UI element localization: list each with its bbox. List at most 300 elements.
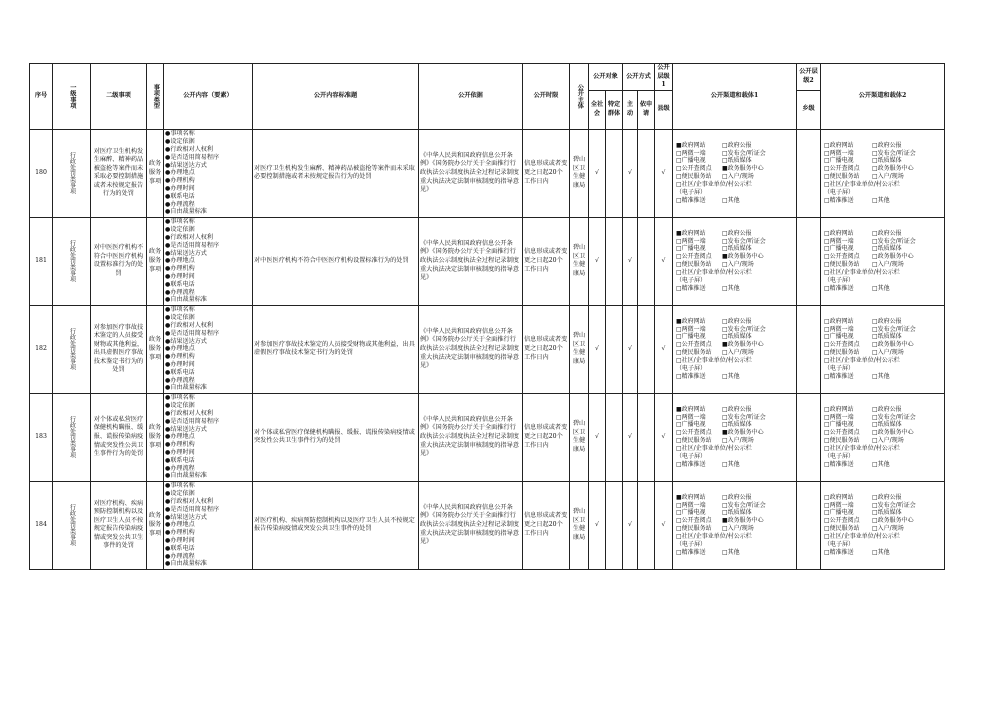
element-item: ●行政相对人权利 bbox=[165, 321, 213, 329]
channel-option: □社区/企事业单位/村公示栏 bbox=[824, 533, 900, 541]
row-cat1: 行政处罚类事项 bbox=[53, 305, 91, 393]
channel-option: □两微一端 bbox=[676, 237, 706, 245]
channel-option: □其他 bbox=[722, 285, 740, 292]
row-level2-town bbox=[797, 129, 821, 217]
row-std: 对医疗机构、疾病预防控制机构以及医疗卫生人员不按规定报告传染病疫情或突发公共卫生事件的处罚 bbox=[253, 481, 419, 569]
header-target-specific: 特定群体 bbox=[606, 90, 623, 129]
row-target-all: √ bbox=[589, 481, 606, 569]
channel-option: □两微一端 bbox=[824, 149, 854, 157]
row-level1-county: √ bbox=[655, 217, 673, 305]
channel-option: □纸质媒体 bbox=[722, 245, 752, 253]
channel-option: □其他 bbox=[872, 197, 890, 204]
row-std: 对医疗卫生机构发生麻醉、精神药品被盗抢等案件而未采取必要控制措施或者未按规定报告行为的处罚 bbox=[253, 129, 419, 217]
header-level1: 公开层级1 bbox=[655, 64, 673, 91]
channel-option: □社区/企事业单位/村公示栏 bbox=[824, 269, 900, 277]
row-channel1 bbox=[673, 129, 797, 217]
row-basis: 《中华人民共和国政府信息公开条例》《国务院办公厅关于全面推行行政执法公示制度执法全过程记录制度重大执法决定法制审核制度的指导意见》 bbox=[419, 481, 523, 569]
element-item: ●设定依据 bbox=[165, 226, 195, 234]
channel-option: □精准推送 bbox=[824, 285, 854, 292]
channel-option: □便民服务站 bbox=[824, 437, 860, 445]
channel-option: □入户/现场 bbox=[872, 261, 904, 269]
header-channel1: 公开渠道和载体1 bbox=[673, 64, 797, 130]
row-target-specific bbox=[606, 481, 623, 569]
channel-option: （电子屏） bbox=[824, 277, 855, 285]
row-elements bbox=[164, 129, 253, 217]
header-subject: 公开主体 bbox=[570, 64, 589, 130]
channel-option: ■政府网站 bbox=[676, 141, 706, 149]
row-method-apply bbox=[638, 129, 655, 217]
channel-option: □其他 bbox=[872, 285, 890, 292]
row-basis: 《中华人民共和国政府信息公开条例》《国务院办公厅关于全面推行行政执法公示制度执法全过程记录制度重大执法决定法制审核制度的指导意见》 bbox=[419, 217, 523, 305]
channel-option: □公开查阅点 bbox=[676, 517, 712, 525]
channel-option: □便民服务站 bbox=[824, 261, 860, 269]
channel-option: □政府公报 bbox=[872, 317, 902, 325]
header-type: 事项类型 bbox=[147, 64, 164, 130]
channel-option: □政务服务中心 bbox=[872, 429, 914, 437]
element-item: ●是否适用简易程序 bbox=[165, 153, 220, 161]
element-item: ●联系电话 bbox=[165, 456, 195, 464]
element-item: ●办理地点 bbox=[165, 257, 195, 265]
element-item: ●办理机构 bbox=[165, 441, 195, 449]
header-seq: 序号 bbox=[30, 64, 53, 130]
channel-option: □政府网站 bbox=[824, 405, 854, 413]
channel-option: □两微一端 bbox=[824, 413, 854, 421]
row-method-active: √ bbox=[623, 393, 638, 481]
header-period: 公开时限 bbox=[523, 64, 570, 130]
channel-option: □广播电视 bbox=[676, 245, 706, 253]
row-target-specific bbox=[606, 217, 623, 305]
channel-option: □政府公报 bbox=[722, 141, 752, 149]
element-item: ●行政相对人权利 bbox=[165, 233, 213, 241]
channel-option: ■政务服务中心 bbox=[722, 517, 764, 525]
row-cat2: 对医疗机构、疾病预防控制机构以及医疗卫生人员不按规定报告传染病疫情或突发公共卫生事件的处罚 bbox=[91, 481, 147, 569]
row-method-apply bbox=[638, 481, 655, 569]
element-item: ●办理机构 bbox=[165, 265, 195, 273]
element-item: ●办理时间 bbox=[165, 448, 195, 456]
element-item: ●办理地点 bbox=[165, 521, 195, 529]
element-item: ●办理流程 bbox=[165, 200, 195, 208]
element-item: ●自由裁量标准 bbox=[165, 560, 207, 568]
channel-option: □发布会/听证会 bbox=[722, 325, 766, 333]
row-type: 政务服务事项 bbox=[147, 393, 164, 481]
channel-option: □政务服务中心 bbox=[872, 341, 914, 349]
header-level2-town: 乡级 bbox=[797, 90, 821, 129]
element-item: ●办理时间 bbox=[165, 184, 195, 192]
channel-option: ■政务服务中心 bbox=[722, 341, 764, 349]
row-basis: 《中华人民共和国政府信息公开条例》《国务院办公厅关于全面推行行政执法公示制度执法全过程记录制度重大执法决定法制审核制度的指导意见》 bbox=[419, 129, 523, 217]
channel-option: □政府公报 bbox=[872, 229, 902, 237]
row-method-apply bbox=[638, 217, 655, 305]
row-seq: 184 bbox=[30, 481, 53, 569]
element-item: ●设定依据 bbox=[165, 138, 195, 146]
channel-option: □社区/企事业单位/村公示栏 bbox=[824, 357, 900, 365]
header-std: 公开内容标准题 bbox=[253, 64, 419, 130]
row-cat1: 行政处罚类事项 bbox=[53, 217, 91, 305]
element-item: ●办理机构 bbox=[165, 177, 195, 185]
channel-option: ■政府网站 bbox=[676, 229, 706, 237]
header-cat2: 二级事项 bbox=[91, 64, 147, 130]
header-method-apply: 依申请 bbox=[638, 90, 655, 129]
element-item: ●办理流程 bbox=[165, 464, 195, 472]
element-item: ●联系电话 bbox=[165, 544, 195, 552]
row-seq: 183 bbox=[30, 393, 53, 481]
channel-option: （电子屏） bbox=[824, 189, 855, 197]
row-basis: 《中华人民共和国政府信息公开条例》《国务院办公厅关于全面推行行政执法公示制度执法全过程记录制度重大执法决定法制审核制度的指导意见》 bbox=[419, 393, 523, 481]
channel-option: □入户/现场 bbox=[722, 261, 754, 269]
channel-option: □便民服务站 bbox=[824, 173, 860, 181]
row-std: 对个体或私营医疗保健机构瞒报、缓报、谎报传染病疫情或突发性公共卫生事件行为的处罚 bbox=[253, 393, 419, 481]
channel-option: □精准推送 bbox=[824, 549, 854, 556]
row-period: 信息形成或者变更之日起20个工作日内 bbox=[523, 129, 570, 217]
element-item: ●办理流程 bbox=[165, 552, 195, 560]
channel-option: □精准推送 bbox=[676, 373, 706, 380]
row-seq: 182 bbox=[30, 305, 53, 393]
row-period: 信息形成或者变更之日起20个工作日内 bbox=[523, 481, 570, 569]
channel-option: □两微一端 bbox=[824, 325, 854, 333]
channel-option: □社区/企事业单位/村公示栏 bbox=[676, 445, 752, 453]
channel-option: □社区/企事业单位/村公示栏 bbox=[676, 269, 752, 277]
row-channel1 bbox=[673, 305, 797, 393]
channel-option: □纸质媒体 bbox=[722, 157, 752, 165]
row-target-all: √ bbox=[589, 305, 606, 393]
channel-option: □其他 bbox=[872, 373, 890, 380]
element-item: ●办理时间 bbox=[165, 536, 195, 544]
channel-option: □政府网站 bbox=[824, 493, 854, 501]
row-channel2 bbox=[821, 129, 945, 217]
channel-option: □其他 bbox=[872, 549, 890, 556]
channel-option: □两微一端 bbox=[824, 501, 854, 509]
row-subject: 碧山区卫生健康局 bbox=[570, 305, 589, 393]
channel-option: ■政务服务中心 bbox=[722, 253, 764, 261]
channel-option: □入户/现场 bbox=[722, 349, 754, 357]
row-method-active: √ bbox=[623, 481, 638, 569]
channel-option: □入户/现场 bbox=[872, 349, 904, 357]
row-level1-county: √ bbox=[655, 129, 673, 217]
channel-option: □政务服务中心 bbox=[872, 165, 914, 173]
channel-option: □发布会/听证会 bbox=[872, 237, 916, 245]
channel-option: □精准推送 bbox=[824, 373, 854, 380]
row-method-active: √ bbox=[623, 217, 638, 305]
row-level2-town bbox=[797, 481, 821, 569]
channel-option: ■政府网站 bbox=[676, 317, 706, 325]
channel-option: □便民服务站 bbox=[676, 525, 712, 533]
element-item: ●办理时间 bbox=[165, 272, 195, 280]
channel-option: □公开查阅点 bbox=[824, 341, 860, 349]
element-item: ●办理流程 bbox=[165, 288, 195, 296]
header-basis: 公开依据 bbox=[419, 64, 523, 130]
channel-option: □纸质媒体 bbox=[872, 157, 902, 165]
row-method-active: √ bbox=[623, 129, 638, 217]
element-item: ●自由裁量标准 bbox=[165, 384, 207, 392]
row-channel1 bbox=[673, 393, 797, 481]
element-item: ●联系电话 bbox=[165, 368, 195, 376]
element-item: ●结果送达方式 bbox=[165, 337, 207, 345]
element-item: ●行政相对人权利 bbox=[165, 145, 213, 153]
element-item: ●事项名称 bbox=[165, 482, 195, 490]
table-row bbox=[30, 393, 945, 481]
channel-option: □广播电视 bbox=[676, 333, 706, 341]
channel-option: □两微一端 bbox=[824, 237, 854, 245]
channel-option: □社区/企事业单位/村公示栏 bbox=[676, 533, 752, 541]
channel-option: □广播电视 bbox=[824, 333, 854, 341]
header-level2: 公开层级2 bbox=[797, 64, 821, 91]
channel-option: □纸质媒体 bbox=[872, 245, 902, 253]
element-item: ●设定依据 bbox=[165, 402, 195, 410]
channel-option: □广播电视 bbox=[824, 509, 854, 517]
channel-option: □其他 bbox=[722, 197, 740, 204]
channel-option: （电子屏） bbox=[824, 541, 855, 549]
channel-option: □政府网站 bbox=[824, 317, 854, 325]
channel-option: □其他 bbox=[722, 373, 740, 380]
row-target-all: √ bbox=[589, 217, 606, 305]
element-item: ●办理地点 bbox=[165, 345, 195, 353]
header-level1-county: 县级 bbox=[655, 90, 673, 129]
channel-option: □政府网站 bbox=[824, 141, 854, 149]
channel-option: □广播电视 bbox=[824, 245, 854, 253]
row-type: 政务服务事项 bbox=[147, 305, 164, 393]
channel-option: □两微一端 bbox=[676, 413, 706, 421]
element-item: ●办理地点 bbox=[165, 169, 195, 177]
row-target-all: √ bbox=[589, 129, 606, 217]
row-channel1 bbox=[673, 217, 797, 305]
channel-option: □社区/企事业单位/村公示栏 bbox=[824, 181, 900, 189]
channel-option: □入户/现场 bbox=[872, 525, 904, 533]
header-method: 公开方式 bbox=[623, 64, 655, 91]
channel-option: □其他 bbox=[872, 461, 890, 468]
channel-option: □其他 bbox=[722, 549, 740, 556]
channel-option: □便民服务站 bbox=[676, 261, 712, 269]
channel-option: □广播电视 bbox=[824, 157, 854, 165]
channel-option: □社区/企事业单位/村公示栏 bbox=[676, 357, 752, 365]
element-item: ●是否适用简易程序 bbox=[165, 329, 220, 337]
row-std: 对参加医疗事故技术鉴定的人员接受财物或其他利益，出具虚假医疗事故技术鉴定书行为的处罚 bbox=[253, 305, 419, 393]
channel-option: □政府公报 bbox=[722, 405, 752, 413]
row-subject: 碧山区卫生健康局 bbox=[570, 393, 589, 481]
channel-option: □广播电视 bbox=[824, 421, 854, 429]
element-item: ●是否适用简易程序 bbox=[165, 241, 220, 249]
channel-option: □发布会/听证会 bbox=[872, 413, 916, 421]
channel-option: □政府公报 bbox=[722, 317, 752, 325]
channel-option: □广播电视 bbox=[676, 421, 706, 429]
channel-option: （电子屏） bbox=[676, 277, 707, 285]
channel-option: □公开查阅点 bbox=[676, 429, 712, 437]
element-item: ●办理机构 bbox=[165, 529, 195, 537]
element-item: ●是否适用简易程序 bbox=[165, 417, 220, 425]
channel-option: □发布会/听证会 bbox=[722, 413, 766, 421]
element-item: ●事项名称 bbox=[165, 306, 195, 314]
row-type: 政务服务事项 bbox=[147, 129, 164, 217]
channel-option: □纸质媒体 bbox=[722, 333, 752, 341]
row-target-specific bbox=[606, 129, 623, 217]
row-target-specific bbox=[606, 305, 623, 393]
channel-option: □公开查阅点 bbox=[824, 429, 860, 437]
table-row bbox=[30, 217, 945, 305]
channel-option: □公开查阅点 bbox=[824, 165, 860, 173]
row-subject: 碧山区卫生健康局 bbox=[570, 129, 589, 217]
channel-option: □发布会/听证会 bbox=[872, 325, 916, 333]
row-seq: 180 bbox=[30, 129, 53, 217]
channel-option: □入户/现场 bbox=[872, 173, 904, 181]
element-item: ●办理流程 bbox=[165, 376, 195, 384]
channel-option: □社区/企事业单位/村公示栏 bbox=[676, 181, 752, 189]
element-item: ●设定依据 bbox=[165, 490, 195, 498]
row-channel2 bbox=[821, 481, 945, 569]
channel-option: ■政务服务中心 bbox=[722, 165, 764, 173]
channel-option: □纸质媒体 bbox=[722, 509, 752, 517]
row-channel2 bbox=[821, 393, 945, 481]
header-target-all: 全社会 bbox=[589, 90, 606, 129]
row-level1-county: √ bbox=[655, 393, 673, 481]
channel-option: □发布会/听证会 bbox=[722, 501, 766, 509]
channel-option: （电子屏） bbox=[676, 365, 707, 373]
element-item: ●事项名称 bbox=[165, 218, 195, 226]
channel-option: □广播电视 bbox=[676, 509, 706, 517]
row-method-active: √ bbox=[623, 305, 638, 393]
channel-option: □纸质媒体 bbox=[872, 509, 902, 517]
channel-option: □政府公报 bbox=[872, 141, 902, 149]
table-row bbox=[30, 129, 945, 217]
channel-option: □便民服务站 bbox=[676, 173, 712, 181]
channel-option: □纸质媒体 bbox=[722, 421, 752, 429]
row-cat1: 行政处罚类事项 bbox=[53, 129, 91, 217]
channel-option: □两微一端 bbox=[676, 149, 706, 157]
row-channel1 bbox=[673, 481, 797, 569]
channel-option: ■政府网站 bbox=[676, 493, 706, 501]
row-target-all: √ bbox=[589, 393, 606, 481]
channel-option: □纸质媒体 bbox=[872, 421, 902, 429]
row-target-specific bbox=[606, 393, 623, 481]
row-channel2 bbox=[821, 305, 945, 393]
row-method-apply bbox=[638, 393, 655, 481]
channel-option: □公开查阅点 bbox=[676, 253, 712, 261]
channel-option: ■政务服务中心 bbox=[722, 429, 764, 437]
element-item: ●事项名称 bbox=[165, 394, 195, 402]
row-seq: 181 bbox=[30, 217, 53, 305]
channel-option: □精准推送 bbox=[676, 285, 706, 292]
channel-option: □精准推送 bbox=[676, 461, 706, 468]
element-item: ●自由裁量标准 bbox=[165, 472, 207, 480]
row-type: 政务服务事项 bbox=[147, 217, 164, 305]
element-item: ●结果送达方式 bbox=[165, 425, 207, 433]
element-item: ●行政相对人权利 bbox=[165, 409, 213, 417]
row-cat2: 对中医医疗机构不符合中医医疗机构设置标准行为的处罚 bbox=[91, 217, 147, 305]
channel-option: （电子屏） bbox=[824, 453, 855, 461]
channel-option: □社区/企事业单位/村公示栏 bbox=[824, 445, 900, 453]
element-item: ●结果送达方式 bbox=[165, 513, 207, 521]
channel-option: （电子屏） bbox=[676, 541, 707, 549]
row-method-apply bbox=[638, 305, 655, 393]
row-elements bbox=[164, 305, 253, 393]
row-cat2: 对医疗卫生机构发生麻醉、精神药品被盗抢等案件而未采取必要控制措施或者未按规定报告行为的处罚 bbox=[91, 129, 147, 217]
element-item: ●是否适用简易程序 bbox=[165, 505, 220, 513]
channel-option: □公开查阅点 bbox=[824, 253, 860, 261]
channel-option: （电子屏） bbox=[676, 189, 707, 197]
row-level2-town bbox=[797, 217, 821, 305]
channel-option: □发布会/听证会 bbox=[722, 149, 766, 157]
channel-option: □其他 bbox=[722, 461, 740, 468]
header-channel2: 公开渠道和载体2 bbox=[821, 64, 945, 130]
channel-option: ■政府网站 bbox=[676, 405, 706, 413]
header-method-active: 主动 bbox=[623, 90, 638, 129]
channel-option: □纸质媒体 bbox=[872, 333, 902, 341]
row-std: 对中医医疗机构不符合中医医疗机构设置标准行为的处罚 bbox=[253, 217, 419, 305]
channel-option: □政府公报 bbox=[872, 493, 902, 501]
header-cat1: 一级事项 bbox=[53, 64, 91, 130]
channel-option: □入户/现场 bbox=[722, 437, 754, 445]
element-item: ●自由裁量标准 bbox=[165, 208, 207, 216]
channel-option: □公开查阅点 bbox=[676, 165, 712, 173]
row-elements bbox=[164, 393, 253, 481]
channel-option: □发布会/听证会 bbox=[722, 237, 766, 245]
row-basis: 《中华人民共和国政府信息公开条例》《国务院办公厅关于全面推行行政执法公示制度执法全过程记录制度重大执法决定法制审核制度的指导意见》 bbox=[419, 305, 523, 393]
channel-option: □政府公报 bbox=[722, 493, 752, 501]
element-item: ●结果送达方式 bbox=[165, 161, 207, 169]
channel-option: □政务服务中心 bbox=[872, 253, 914, 261]
disclosure-table bbox=[29, 63, 945, 570]
channel-option: □发布会/听证会 bbox=[872, 501, 916, 509]
row-cat2: 对个体或私营医疗保健机构瞒报、缓报、谎报传染病疫情或突发性公共卫生事件行为的处罚 bbox=[91, 393, 147, 481]
channel-option: □便民服务站 bbox=[676, 437, 712, 445]
row-elements bbox=[164, 217, 253, 305]
row-channel2 bbox=[821, 217, 945, 305]
element-item: ●办理地点 bbox=[165, 433, 195, 441]
channel-option: □政府网站 bbox=[824, 229, 854, 237]
row-type: 政务服务事项 bbox=[147, 481, 164, 569]
channel-option: □精准推送 bbox=[824, 197, 854, 204]
channel-option: （电子屏） bbox=[824, 365, 855, 373]
row-cat2: 对参加医疗事故技术鉴定的人员接受财物或其他利益，出具虚假医疗事故技术鉴定书行为的处罚 bbox=[91, 305, 147, 393]
channel-option: □公开查阅点 bbox=[676, 341, 712, 349]
channel-option: □精准推送 bbox=[676, 197, 706, 204]
channel-option: □入户/现场 bbox=[722, 525, 754, 533]
element-item: ●自由裁量标准 bbox=[165, 296, 207, 304]
table-row bbox=[30, 481, 945, 569]
element-item: ●办理机构 bbox=[165, 353, 195, 361]
channel-option: □入户/现场 bbox=[722, 173, 754, 181]
header-target: 公开对象 bbox=[589, 64, 623, 91]
channel-option: □政府公报 bbox=[872, 405, 902, 413]
row-level2-town bbox=[797, 393, 821, 481]
header-content: 公开内容（要素） bbox=[164, 64, 253, 130]
channel-option: □政务服务中心 bbox=[872, 517, 914, 525]
element-item: ●事项名称 bbox=[165, 130, 195, 138]
channel-option: □广播电视 bbox=[676, 157, 706, 165]
row-level1-county: √ bbox=[655, 481, 673, 569]
row-subject: 碧山区卫生健康局 bbox=[570, 217, 589, 305]
element-item: ●联系电话 bbox=[165, 192, 195, 200]
channel-option: （电子屏） bbox=[676, 453, 707, 461]
row-cat1: 行政处罚类事项 bbox=[53, 481, 91, 569]
channel-option: □两微一端 bbox=[676, 501, 706, 509]
row-period: 信息形成或者变更之日起20个工作日内 bbox=[523, 217, 570, 305]
channel-option: □入户/现场 bbox=[872, 437, 904, 445]
row-period: 信息形成或者变更之日起20个工作日内 bbox=[523, 393, 570, 481]
channel-option: □便民服务站 bbox=[676, 349, 712, 357]
table-row bbox=[30, 305, 945, 393]
row-level1-county: √ bbox=[655, 305, 673, 393]
element-item: ●办理时间 bbox=[165, 360, 195, 368]
channel-option: □发布会/听证会 bbox=[872, 149, 916, 157]
element-item: ●设定依据 bbox=[165, 314, 195, 322]
row-subject: 碧山区卫生健康局 bbox=[570, 481, 589, 569]
channel-option: □政府公报 bbox=[722, 229, 752, 237]
row-level2-town bbox=[797, 305, 821, 393]
row-cat1: 行政处罚类事项 bbox=[53, 393, 91, 481]
row-elements bbox=[164, 481, 253, 569]
channel-option: □便民服务站 bbox=[824, 349, 860, 357]
channel-option: □两微一端 bbox=[676, 325, 706, 333]
channel-option: □便民服务站 bbox=[824, 525, 860, 533]
